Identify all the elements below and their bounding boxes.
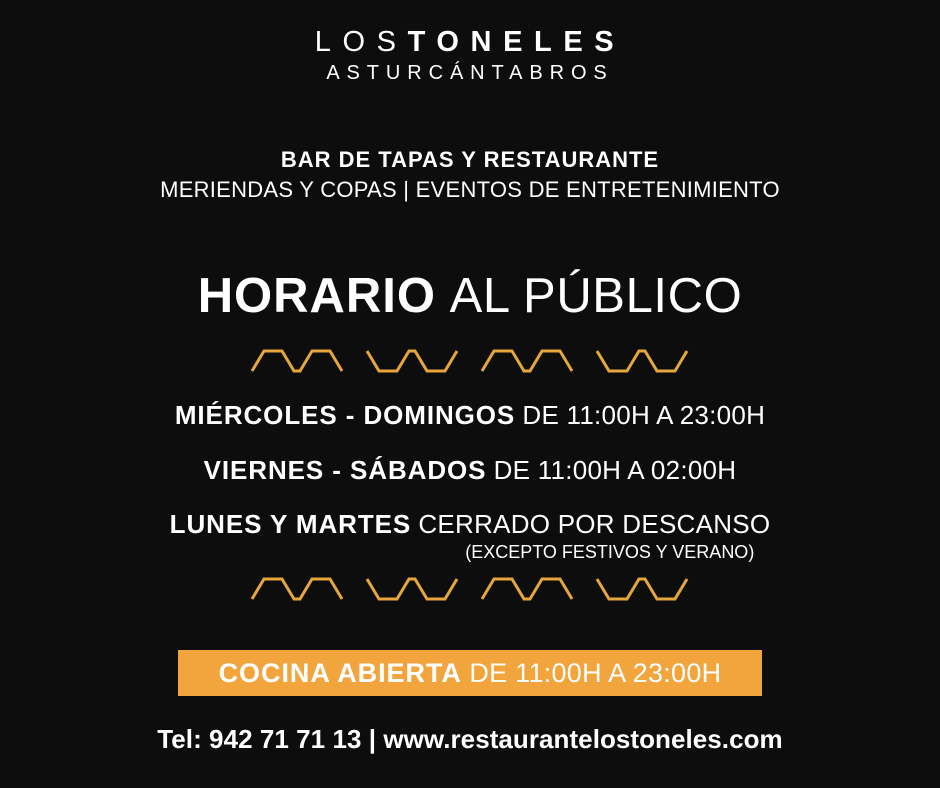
kitchen-banner-title: COCINA ABIERTA [218, 658, 462, 688]
schedule-row-main [170, 509, 771, 539]
logo-wordmark [0, 26, 940, 59]
schedule-hours: DE 11:00H A 23:00H [522, 400, 766, 430]
contact-info: Tel: 942 71 71 13 | www.restaurantelostoneles.com [157, 724, 783, 754]
page-title-light: AL PÚBLICO [449, 269, 743, 323]
schedule-days: LUNES Y MARTES [169, 509, 412, 539]
logo-subtitle: ASTURCÁNTABROS [326, 62, 614, 84]
schedule-hours: DE 11:00H A 02:00H [493, 455, 737, 485]
tagline-secondary: MERIENDAS Y COPAS | EVENTOS DE ENTRETENIMIENTO [160, 177, 780, 202]
schedule-note: (EXCEPTO FESTIVOS Y VERANO) [465, 542, 755, 562]
page-title [0, 268, 940, 324]
barrel-hoop-divider-icon [0, 575, 940, 603]
schedule-days: VIERNES - SÁBADOS [203, 455, 487, 485]
schedule-row-lunes-martes [0, 509, 940, 564]
page-title-bold: HORARIO [197, 269, 436, 323]
schedule-row-inner [170, 509, 771, 563]
logo-wordmark-bold: TONELES [407, 26, 626, 58]
schedule-row-viernes-sabados [0, 455, 940, 485]
tagline-primary: BAR DE TAPAS Y RESTAURANTE [280, 147, 660, 172]
barrel-hoop-divider-icon [0, 347, 940, 375]
kitchen-open-banner [178, 650, 762, 696]
schedule-row-miercoles-domingos [0, 400, 940, 430]
kitchen-banner-hours: DE 11:00H A 23:00H [469, 658, 722, 688]
logo-wordmark-light: LOS [314, 26, 408, 58]
schedule-days: MIÉRCOLES - DOMINGOS [174, 400, 516, 430]
schedule-hours: CERRADO POR DESCANSO [418, 509, 771, 539]
